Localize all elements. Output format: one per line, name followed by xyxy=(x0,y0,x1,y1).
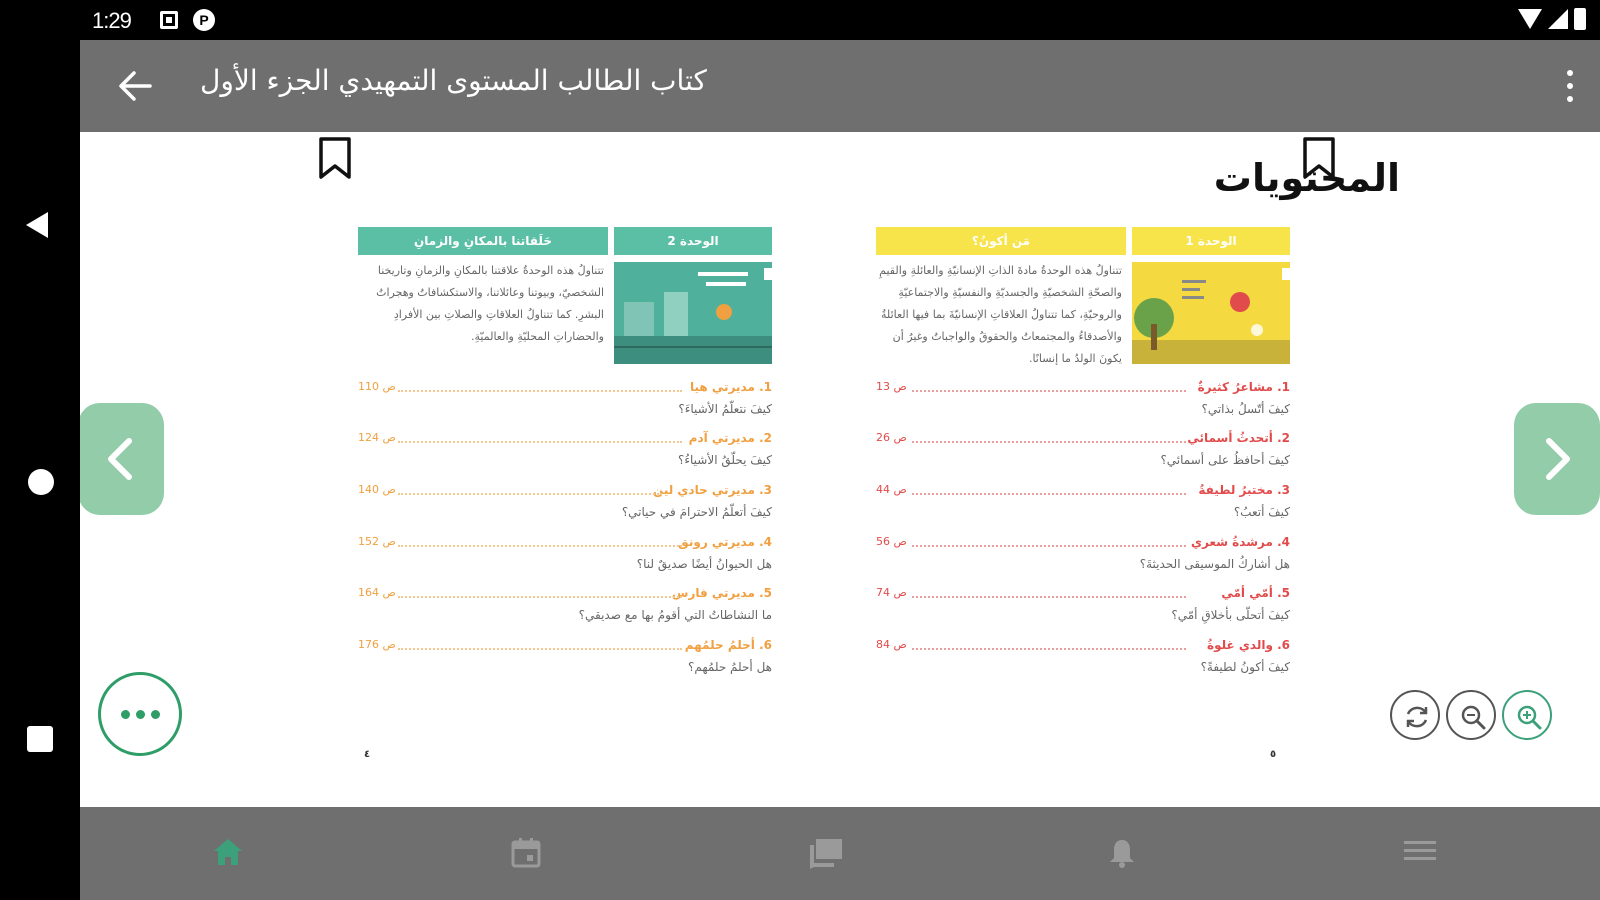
tab-menu[interactable] xyxy=(1390,829,1450,877)
notification-square-icon xyxy=(160,11,178,29)
more-options-button[interactable] xyxy=(98,672,182,756)
toc-item-question: هل الحيوانُ أيضًا صديقٌ لنا؟ xyxy=(636,557,772,571)
hamburger-menu-icon xyxy=(1404,837,1436,865)
toc-item[interactable] xyxy=(876,638,1290,688)
rotate-button[interactable] xyxy=(1390,690,1440,740)
chat-icon xyxy=(808,837,844,869)
toc-leader xyxy=(912,545,1186,547)
toc-leader xyxy=(398,441,682,443)
toc-item[interactable] xyxy=(358,535,772,585)
system-nav-rail xyxy=(0,40,80,900)
toc-item-page: ص 124 xyxy=(358,431,396,444)
status-time: 1:29 xyxy=(92,8,131,33)
toc-item-page: ص 74 xyxy=(876,586,907,599)
toc-item-question: كيفَ أتّسلُ بذاتي؟ xyxy=(1201,402,1290,416)
arrow-left-icon[interactable] xyxy=(118,70,152,102)
page-number-left: ٤ xyxy=(364,749,371,760)
toc-item-title: 1. مشاعرُ كثيرةٌ xyxy=(1197,380,1290,394)
toc-item[interactable] xyxy=(876,380,1290,430)
toc-item[interactable] xyxy=(358,380,772,430)
tab-home[interactable] xyxy=(198,829,258,877)
toc-leader xyxy=(398,648,682,650)
bookmark-icon-left-page[interactable] xyxy=(318,136,352,180)
toc-item-question: كيفَ أكونُ لطيفةً؟ xyxy=(1200,660,1290,674)
chevron-right-icon xyxy=(1537,435,1577,483)
bell-icon xyxy=(1106,837,1138,869)
unit-description-left: تتناولُ هذه الوحدةُ علاقتنا بالمكانِ والزمانِ وتاريخنا الشخصيّ، وبيوتنا وعائلاتنا، والاستكشافاتُ وهجراتُ البشرِ. كما تتناولُ العلاقاتِ والصلاتِ بين الأفرادِ والحضاراتِ المحليّةِ والعالميّةِ. xyxy=(376,264,604,343)
book-viewer xyxy=(80,132,1600,807)
toc-item[interactable] xyxy=(358,431,772,481)
toc-item-question: كيفَ أتعلّمُ الاحترامَ في حياتي؟ xyxy=(621,505,772,519)
zoom-in-button[interactable] xyxy=(1502,690,1552,740)
overflow-menu-icon[interactable] xyxy=(1566,70,1574,102)
toc-leader xyxy=(912,441,1186,443)
toc-item[interactable] xyxy=(358,586,772,636)
toc-item[interactable] xyxy=(876,431,1290,481)
toc-item-page: ص 56 xyxy=(876,535,907,548)
unit-description-right: تتناولُ هذه الوحدةُ مادةَ الذاتِ الإنسانيّةِ والعائلةِ والقيمِ والصحّةِ الشخصيّةِ والجسديّةِ والنفسيّةِ والاجتماعيّةِ والروحيّةِ، كما تتناولُ العلاقاتِ الإنسانيّةَ بما فيها العائلةُ والأصدقاءُ والمجتمعاتُ والحقوقُ والواجباتُ وغيرُ أن يكونَ الولدُ ما إنسانًا. xyxy=(879,264,1122,365)
signal-icon xyxy=(1548,9,1568,29)
toc-item[interactable] xyxy=(876,535,1290,585)
toc-item-page: ص 13 xyxy=(876,380,907,393)
home-icon xyxy=(212,837,244,867)
toc-item-title: 2. مديرتي آدم xyxy=(688,431,772,445)
wifi-icon xyxy=(1518,9,1542,29)
toc-item[interactable] xyxy=(876,586,1290,636)
toc-item-title: 3. مديرتي حادي لين xyxy=(653,483,772,497)
chevron-left-icon xyxy=(101,435,141,483)
toc-item-question: هل أشاركُ الموسيقى الحديثةَ؟ xyxy=(1139,557,1290,571)
toc-item-page: ص 84 xyxy=(876,638,907,651)
toc-item-title: 2. أتحدثُ أسمائي xyxy=(1187,431,1290,445)
toc-leader xyxy=(912,596,1186,598)
toc-item-question: كيفَ أتعبُ؟ xyxy=(1233,505,1290,519)
toc-item-title: 4. مديرتي رونق xyxy=(678,535,772,549)
battery-icon xyxy=(1574,8,1586,30)
toc-item-title: 5. مديرتي فارس xyxy=(671,586,772,600)
unit-thumbnail-left xyxy=(614,262,772,364)
p-badge-icon: P xyxy=(193,9,215,31)
calendar-icon xyxy=(510,837,542,869)
toc-item-title: 3. مختبرُ لطيفةُ xyxy=(1198,483,1290,497)
toc-item[interactable] xyxy=(358,483,772,533)
prev-page-button[interactable] xyxy=(80,403,164,515)
zoom-in-icon xyxy=(1514,702,1544,732)
toc-item-question: كيفَ أحافظُ على أسمائي؟ xyxy=(1160,453,1290,467)
page-heading: المحتويات xyxy=(1213,156,1400,200)
unit-title-right: مَن أكونُ؟ xyxy=(876,227,1126,255)
toc-leader xyxy=(398,545,682,547)
toc-item-page: ص 164 xyxy=(358,586,396,599)
status-bar xyxy=(0,0,1600,40)
toc-item-question: كيفَ نتعلّمُ الأشياءَ؟ xyxy=(678,402,772,416)
toc-item-title: 4. مرشدةُ شعري xyxy=(1190,535,1290,549)
more-dots-icon xyxy=(121,710,130,719)
toc-item-page: ص 152 xyxy=(358,535,396,548)
zoom-out-button[interactable] xyxy=(1446,690,1496,740)
toc-leader xyxy=(912,493,1186,495)
toc-item-question: ما النشاطاتُ التي أقومُ بها مع صديقي؟ xyxy=(578,608,772,622)
toc-item-title: 6. أحلمُ حلمُهم xyxy=(684,638,772,652)
unit-title-left: حَلَقاتنا بالمكانِ والزمانِ xyxy=(358,227,608,255)
page-number-right: ٥ xyxy=(1270,749,1277,760)
unit-thumbnail-right xyxy=(1132,262,1290,364)
toc-item-title: 1. مديرتي هيا xyxy=(690,380,772,394)
toc-leader xyxy=(398,493,662,495)
toc-leader xyxy=(398,390,682,392)
bottom-nav xyxy=(80,807,1600,900)
tab-notifications[interactable] xyxy=(1092,829,1152,877)
toc-item-page: ص 176 xyxy=(358,638,396,651)
app-title: كتاب الطالب المستوى التمهيدي الجزء الأول xyxy=(200,64,707,97)
toc-leader xyxy=(398,596,682,598)
toc-item-page: ص 110 xyxy=(358,380,396,393)
status-right-icons xyxy=(1518,8,1586,30)
toc-item-page: ص 44 xyxy=(876,483,907,496)
toc-item-question: كيفَ أتحلّى بأخلاقِ أمّي؟ xyxy=(1171,608,1290,622)
toc-item-page: ص 140 xyxy=(358,483,396,496)
system-recents-icon[interactable] xyxy=(27,726,53,752)
rotate-icon xyxy=(1402,702,1432,732)
toc-leader xyxy=(912,648,1186,650)
system-home-icon[interactable] xyxy=(28,469,54,495)
unit-label-right: الوحدة 1 xyxy=(1132,227,1290,255)
toc-item-question: هل أحلمُ حلمُهم؟ xyxy=(688,660,772,674)
toc-item-title: 6. والدي غلوةُ xyxy=(1207,638,1290,652)
zoom-out-icon xyxy=(1458,702,1488,732)
unit-label-left: الوحدة 2 xyxy=(614,227,772,255)
toc-item[interactable] xyxy=(358,638,772,688)
next-page-button[interactable] xyxy=(1514,403,1600,515)
tab-calendar[interactable] xyxy=(496,829,556,877)
toc-item-page: ص 26 xyxy=(876,431,907,444)
system-back-icon[interactable] xyxy=(26,212,48,238)
toc-item-title: 5. أمّي أمّي xyxy=(1221,586,1290,600)
toc-item-question: كيفَ يحلّقُ الأشياءُ؟ xyxy=(678,453,772,467)
toc-item[interactable] xyxy=(876,483,1290,533)
app-bar xyxy=(80,40,1600,132)
tab-messages[interactable] xyxy=(794,829,854,877)
toc-leader xyxy=(912,390,1186,392)
